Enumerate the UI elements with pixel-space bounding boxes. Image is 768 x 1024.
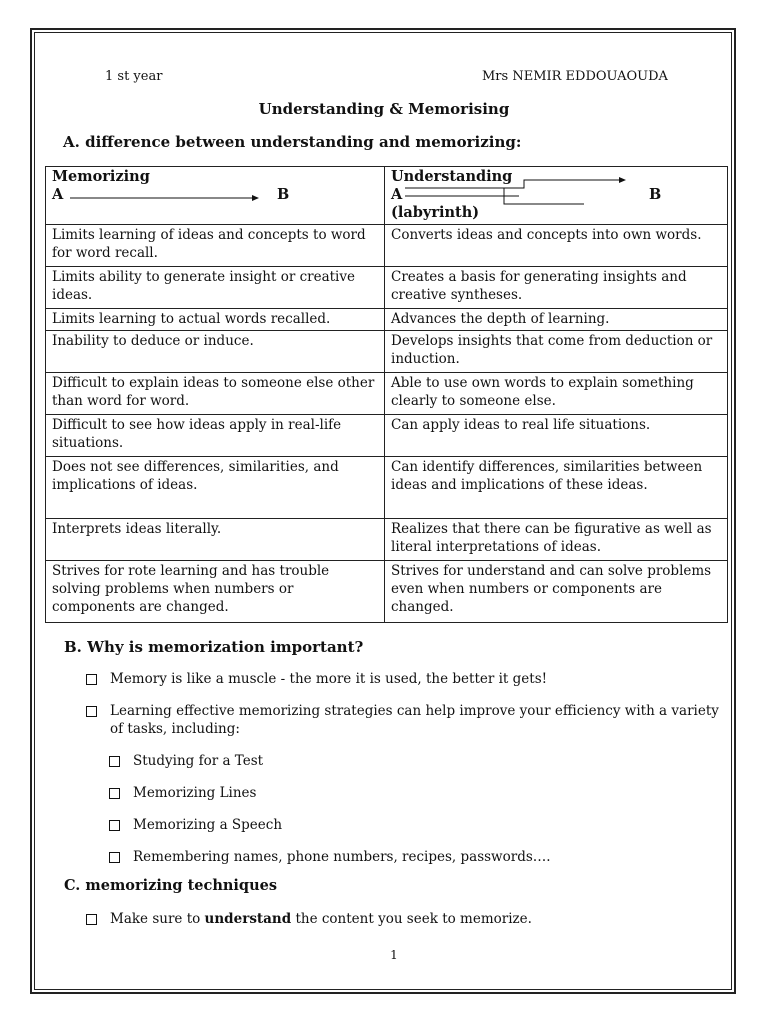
page-title: Understanding & Memorising — [258, 100, 510, 118]
checkbox-icon — [86, 674, 97, 685]
straight-arrow-icon — [52, 168, 382, 218]
list-item-text: Remembering names, phone numbers, recipes, passwords…. — [133, 849, 551, 865]
labyrinth-label: (labyrinth) — [391, 204, 480, 221]
checkbox-icon — [109, 852, 120, 863]
understanding-cell: Converts ideas and concepts into own words. — [385, 225, 728, 267]
memorizing-cell: Limits learning of ideas and concepts to word for word recall. — [46, 225, 385, 267]
understanding-b-label: B — [649, 186, 662, 203]
list-item-text: Make sure to understand the content you seek to memorize. — [110, 911, 532, 927]
memorizing-cell: Limits learning to actual words recalled. — [46, 309, 385, 331]
memorizing-cell: Interprets ideas literally. — [46, 519, 385, 561]
understanding-cell: Creates a basis for generating insights and creative syntheses. — [385, 267, 728, 309]
memorizing-cell: Inability to deduce or induce. — [46, 331, 385, 373]
header-year: 1 st year — [105, 69, 163, 84]
memorizing-title: Memorizing — [52, 168, 150, 185]
list-item-text: Studying for a Test — [133, 753, 264, 769]
checkbox-icon — [109, 756, 120, 767]
understanding-cell: Able to use own words to explain something clearly to someone else. — [385, 373, 728, 415]
section-c-list — [86, 910, 726, 928]
list-item — [86, 670, 726, 688]
table-row — [46, 331, 728, 373]
table-row — [46, 225, 728, 267]
list-item — [109, 752, 709, 770]
memorizing-a-label: A — [52, 186, 64, 203]
table-row — [46, 561, 728, 623]
understanding-cell: Strives for understand and can solve problems even when numbers or components are changed. — [385, 561, 728, 623]
memorizing-cell: Difficult to explain ideas to someone else other than word for word. — [46, 373, 385, 415]
list-item-text: Memorizing Lines — [133, 785, 257, 801]
table-row — [46, 519, 728, 561]
comparison-table — [45, 166, 728, 623]
labyrinth-arrow-icon — [391, 168, 721, 218]
table-row — [46, 415, 728, 457]
section-b-heading: B. Why is memorization important? — [64, 638, 364, 656]
table-row — [46, 309, 728, 331]
list-item — [109, 816, 709, 834]
memorizing-cell: Strives for rote learning and has trouble solving problems when numbers or components are changed. — [46, 561, 385, 623]
understanding-cell: Develops insights that come from deduction or induction. — [385, 331, 728, 373]
understanding-cell: Realizes that there can be figurative as well as literal interpretations of ideas. — [385, 519, 728, 561]
section-a-heading: A. difference between understanding and memorizing: — [63, 133, 522, 151]
checkbox-icon — [86, 706, 97, 717]
understanding-cell: Can identify differences, similarities between ideas and implications of these ideas. — [385, 457, 728, 519]
table-row — [46, 267, 728, 309]
memorizing-b-label: B — [277, 186, 290, 203]
checkbox-icon — [109, 820, 120, 831]
table-row — [46, 457, 728, 519]
memorizing-cell: Limits ability to generate insight or creative ideas. — [46, 267, 385, 309]
list-item — [109, 784, 709, 802]
section-b-list — [86, 670, 726, 738]
header-teacher: Mrs NEMIR EDDOUAOUDA — [482, 69, 668, 84]
memorizing-cell: Difficult to see how ideas apply in real-life situations. — [46, 415, 385, 457]
checkbox-icon — [86, 914, 97, 925]
table-header-row — [46, 167, 728, 225]
understanding-cell: Advances the depth of learning. — [385, 309, 728, 331]
list-item-text: Memory is like a muscle - the more it is used, the better it gets! — [110, 671, 548, 687]
table-row — [46, 373, 728, 415]
understanding-a-label: A — [391, 186, 403, 203]
understanding-cell: Can apply ideas to real life situations. — [385, 415, 728, 457]
emphasis-understand: understand — [204, 911, 292, 927]
understanding-header-cell — [385, 167, 728, 225]
memorizing-cell: Does not see differences, similarities, and implications of ideas. — [46, 457, 385, 519]
list-item — [86, 702, 726, 738]
section-c-heading: C. memorizing techniques — [64, 877, 277, 894]
list-item — [109, 848, 709, 866]
page-number: 1 — [390, 948, 398, 962]
checkbox-icon — [109, 788, 120, 799]
understanding-title: Understanding — [391, 168, 513, 185]
memorizing-header-cell — [46, 167, 385, 225]
list-item-text: Learning effective memorizing strategies can help improve your efficiency with a variety of tasks, including: — [110, 703, 719, 737]
section-b-sublist — [109, 752, 709, 866]
list-item-text: Memorizing a Speech — [133, 817, 283, 833]
list-item — [86, 910, 726, 928]
